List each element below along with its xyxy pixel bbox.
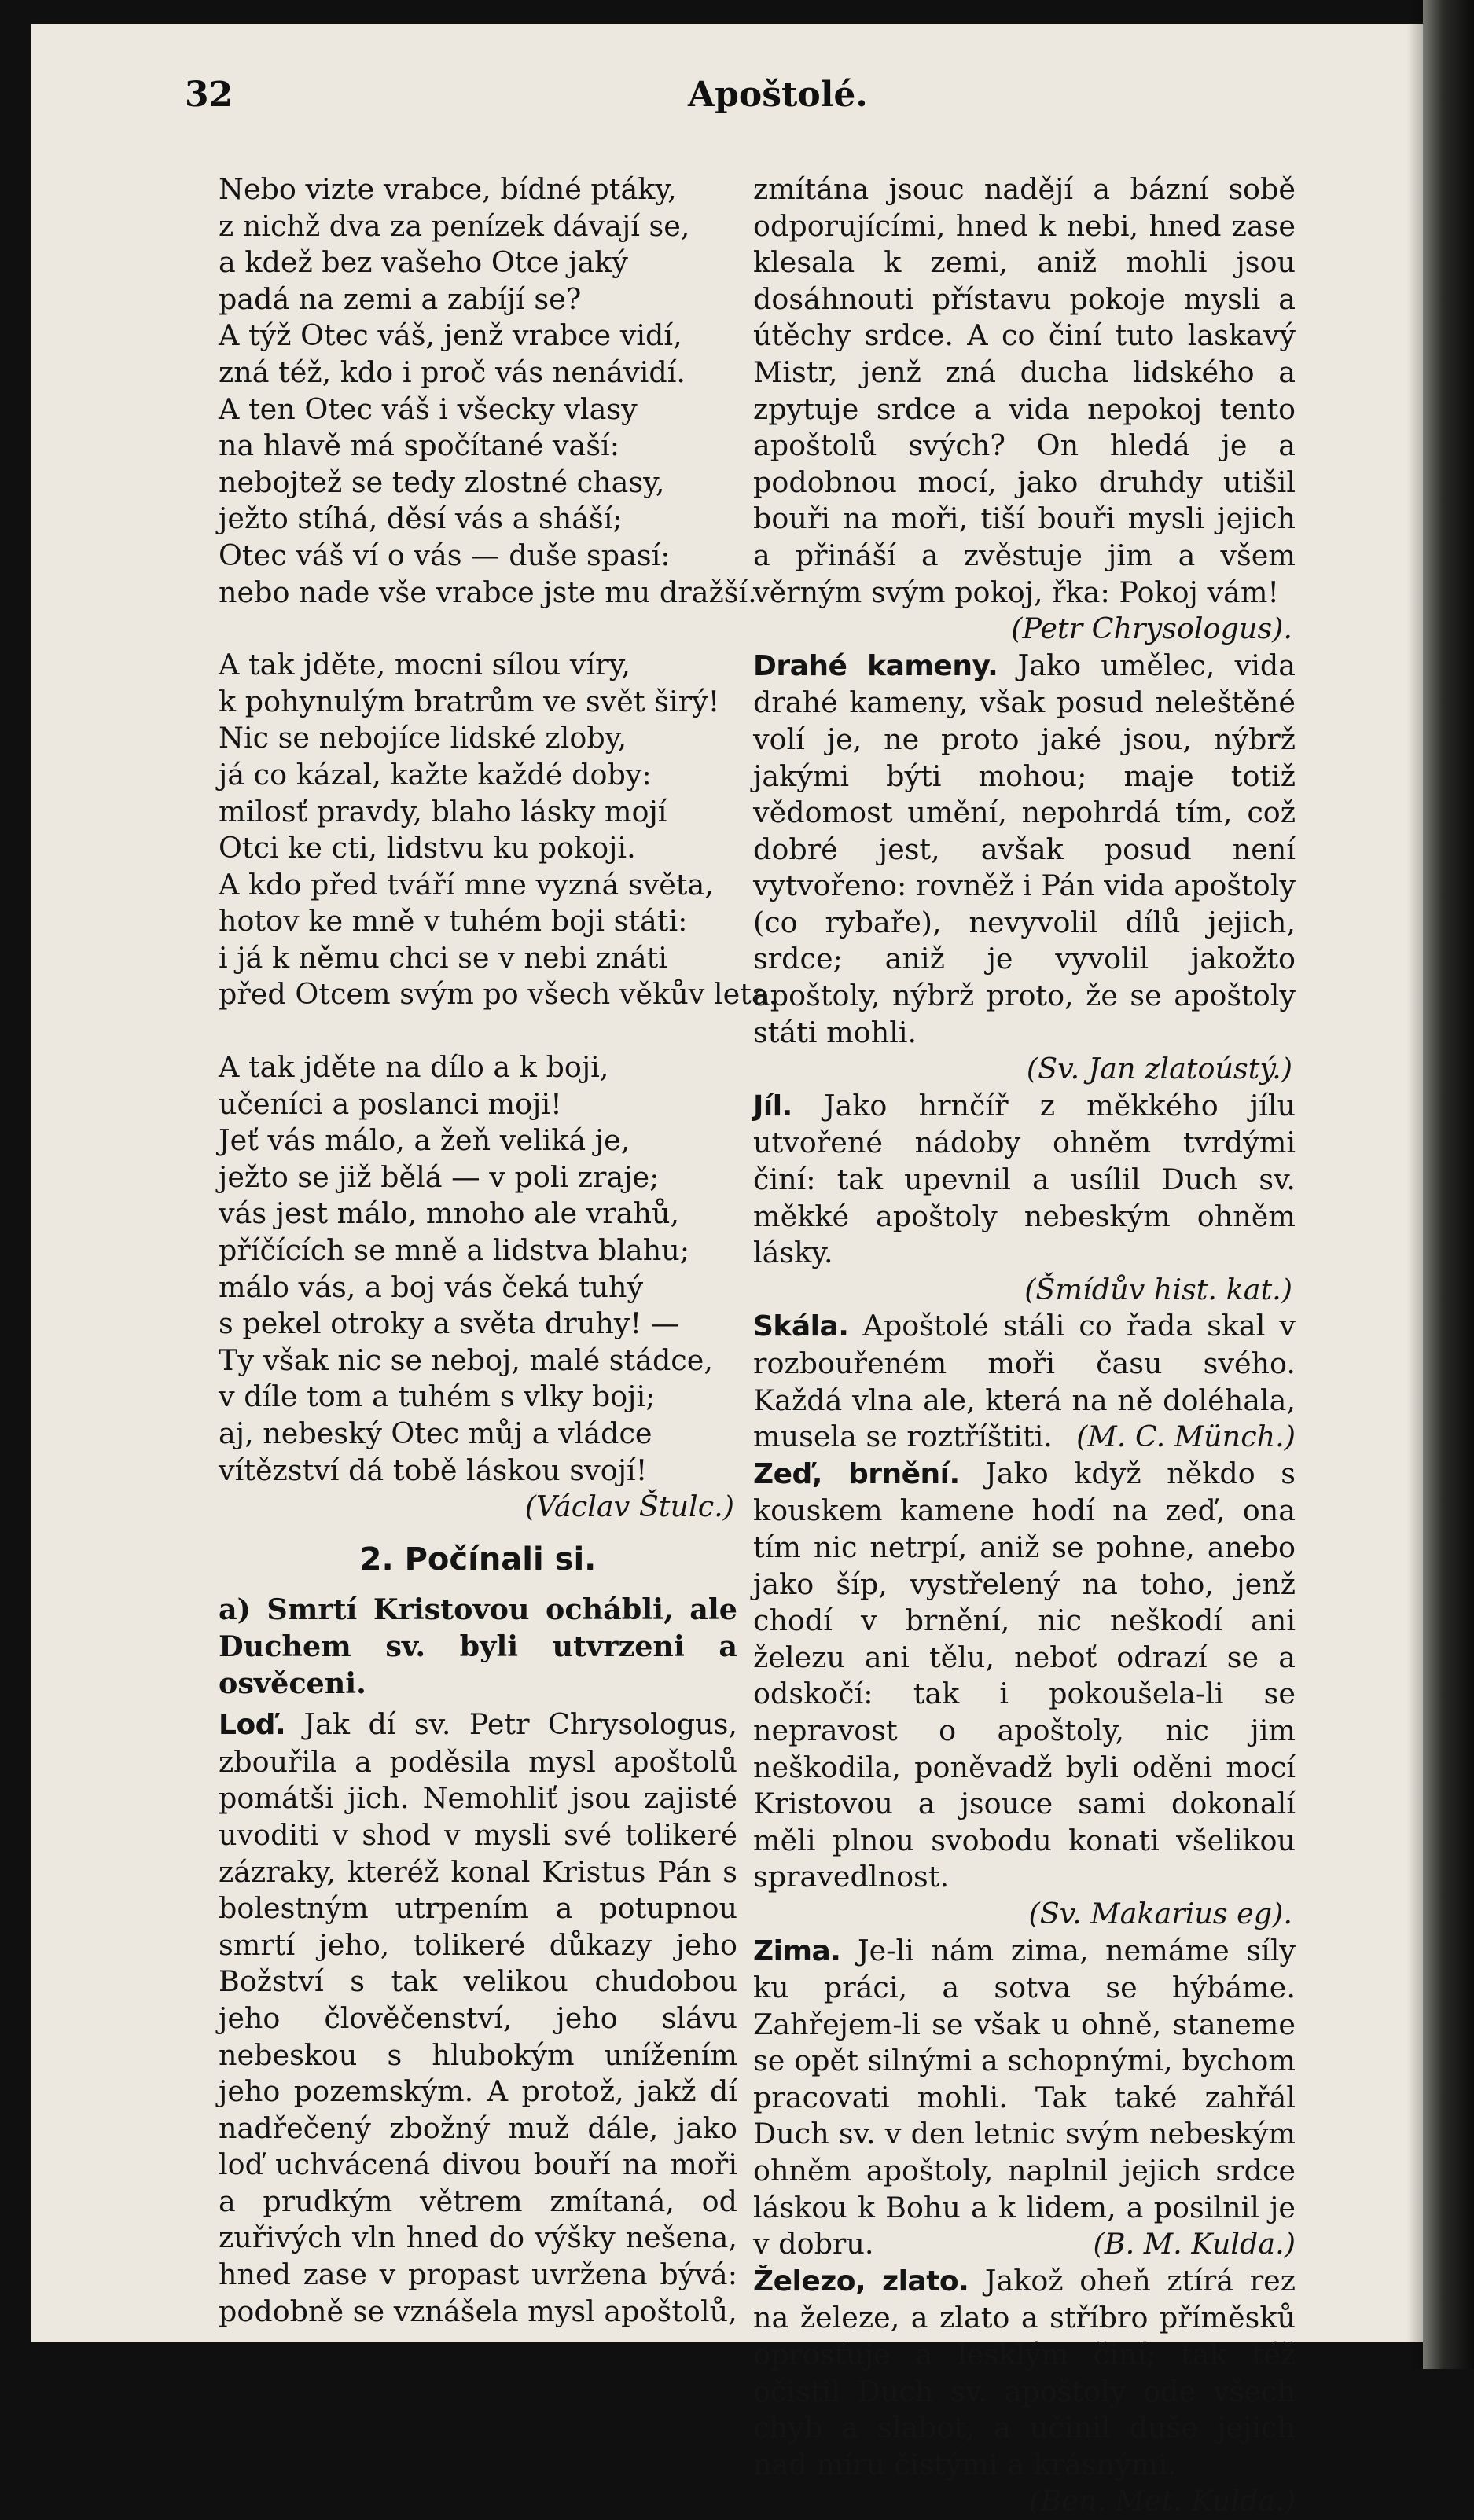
entries-list <box>753 648 1296 2520</box>
poem-line: a kdež bez vašeho Otce jaký <box>219 245 628 280</box>
poem-line: A kdo před tváří mne vyzná světa, <box>219 867 714 902</box>
poem-stanza <box>219 647 778 1013</box>
entry-lod <box>219 1706 737 2330</box>
poem-line: příčících se mně a lidstva blahu; <box>219 1233 690 1268</box>
poem-line: nebo nade vše vrabce jste mu dražší. <box>219 575 757 609</box>
poem-line: nebojtež se tedy zlostné chasy, <box>219 465 665 499</box>
entry-text: Jak dí sv. Petr Chrysologus, zbouřila a poděsila mysl apoštolů pomátši jich. Nemohliť jsou zajisté uvoditi v shod v mysli své tolikeré zázraky, kteréž konal Kristus Pán s bolestným utrpením a potupnou smrtí jeho, tolikeré důkazy jeho Božství s tak velikou chudobou jeho člověčenství, jeho slávu nebeskou s hlubokým unížením jeho pozemským. A protož, jakž dí nadřečený zbožný muž dále, jako loď uchvácená divou bouří na moři a prudkým větrem zmítaná, od zuřivých vln hned do výšky nešena, hned zase v propast uvržena bývá: podobně se vznášela mysl apoštolů, <box>219 1707 737 2328</box>
entry-text: Jakož oheň ztírá rez na železe, a zlato a stříbro příměsků oprosťuje a lesklým činí; tak též očistil Duch sv. apoštoly ode všech chyb a slabot, a učinil duše jejich nad míru čistými a krásnými. <box>753 2263 1296 2481</box>
entry-keyword: Železo, zlato. <box>753 2265 969 2298</box>
entry <box>753 1308 1296 1455</box>
entry-text: Jako hrnčíř z měkkého jílu utvořené nádoby ohněm tvrdými činí: tak upevnil a usílil Duch sv. měkké apoštoly nebeským ohněm lásky. <box>753 1088 1296 1270</box>
entry-keyword: Zima. <box>753 1934 841 1967</box>
poem-line: já co kázal, kažte každé doby: <box>219 757 652 792</box>
entry-keyword: Skála. <box>753 1310 849 1343</box>
entry-source: (Ben. Met. Kulda.) <box>1029 2484 1296 2518</box>
running-title: Apoštolé. <box>688 75 868 115</box>
poem-stanza <box>219 171 757 611</box>
entry <box>753 1933 1296 2263</box>
poem-line: vítězství dá tobě láskou svojí! <box>219 1453 648 1487</box>
right-column <box>753 171 1296 2520</box>
entry-source: (Šmídův hist. kat.) <box>1024 1272 1292 1306</box>
poem-line: hotov ke mně v tuhém boji státi: <box>219 904 688 939</box>
poem-line: aj, nebeský Otec můj a vládce <box>219 1416 652 1450</box>
poem-line: A tak jděte, mocni sílou víry, <box>219 648 630 682</box>
entry-keyword: Jíl. <box>753 1089 792 1122</box>
poem-line: padá na zemi a zabíjí se? <box>219 281 582 316</box>
entry-text: Apoštolé stáli co řada skal v rozbouřeném moři času svého. Každá vlna ale, která na ně doléhala, musela se roztříštiti. <box>753 1309 1296 1454</box>
poem-line: s pekel otroky a světa druhy! — <box>219 1306 680 1341</box>
poem-line: málo vás, a boj vás čeká tuhý <box>219 1269 644 1304</box>
entry <box>753 1088 1296 1272</box>
page-number: 32 <box>185 75 233 115</box>
entry <box>753 648 1296 1052</box>
poem-line: Ty však nic se neboj, malé stádce, <box>219 1343 713 1377</box>
poem-line: ježto se již bělá — v poli zraje; <box>219 1159 660 1194</box>
poem-line: A týž Otec váš, jenž vrabce vidí, <box>219 318 682 353</box>
poem-line: Jeť vás málo, a žeň veliká je, <box>219 1123 630 1158</box>
poem-stanza <box>219 1049 737 1489</box>
entry-source: (M. C. Münch.) <box>1076 1420 1296 1454</box>
poem-line: i já k němu chci se v nebi znáti <box>219 940 667 975</box>
entry-source: (B. M. Kulda.) <box>1093 2227 1296 2261</box>
poem-author: (Václav Štulc.) <box>524 1490 734 1524</box>
page-edge <box>1423 0 1474 2369</box>
poem-line: A tak jděte na dílo a k boji, <box>219 1050 609 1085</box>
entry-text: Jako když někdo s kouskem kamene hodí na zeď, ona tím nic netrpí, aniž se pohne, anebo jako šíp, vystřelený na toho, jenž chodí v brnění, nic neškodí ani železu ani tělu, neboť odrazí se a odskočí: tak i pokoušela-li se nepravost o apoštoly, nic jim neškodila, poněvadž byli oděni mocí Kristovou a jsouce sami dokonalí měli plnou svobodu konati všelikou spravedlnost. <box>753 1456 1296 1894</box>
entry-source: (Petr Chrysologus). <box>1011 612 1292 646</box>
entry-lod-continued: zmítána jsouc nadějí a bázní sobě odporujícími, hned k nebi, hned zase klesala k zemi, aniž mohli jsou dosáhnouti přístavu pokoje mysli a útěchy srdce. A co činí tuto laskavý Mistr, jenž zná ducha lidského a zpytuje srdce a vida nepokoj tento apoštolů svých? On hledá je a podobnou mocí, jako druhdy utišil bouři na moři, tiší bouři mysli jejich a přináší a zvěstuje jim a všem věrným svým pokoj, řka: Pokoj vám! <box>753 172 1296 609</box>
subsection-title: a) Smrtí Kristovou ochábli, ale Duchem sv. byli utvrzeni a osvěceni. <box>219 1592 737 1700</box>
entry-keyword: Drahé kameny. <box>753 649 998 682</box>
poem-line: na hlavě má spočítané vaší: <box>219 428 620 463</box>
poem-line: před Otcem svým po všech věkův leta. <box>219 977 778 1012</box>
poem-line: Otec váš ví o vás — duše spasí: <box>219 538 671 572</box>
section-title: 2. Počínali si. <box>359 1541 597 1578</box>
entry-text: Je-li nám zima, nemáme síly ku práci, a sotva se hýbáme. Zahřejem-li se však u ohně, staneme se opět silnými a schopnými, bychom pracovati mohli. Tak také zahřál Duch sv. v den letnic svým nebeským ohněm apoštoly, naplnil jejich srdce láskou k Bohu a k lidem, a posilnil je v dobru. <box>753 1933 1296 2261</box>
poem-line: Otci ke cti, lidstvu ku pokoji. <box>219 831 636 865</box>
poem-line: k pohynulým bratrům ve svět širý! <box>219 684 720 718</box>
poem-line: Nebo vizte vrabce, bídné ptáky, <box>219 172 677 206</box>
entry-source: (Sv. Jan zlatoústý.) <box>1026 1052 1292 1086</box>
poem-line: učeníci a poslanci moji! <box>219 1086 562 1121</box>
poem-line: A ten Otec váš i všecky vlasy <box>219 391 638 426</box>
entry <box>753 2263 1296 2518</box>
poem-line: z nichž dva za penízek dávají se, <box>219 208 690 243</box>
poem-line: ježto stíhá, děsí vás a sháší; <box>219 501 623 536</box>
entry-keyword: Zeď, brnění. <box>753 1457 960 1490</box>
poem-line: zná též, kdo i proč vás nenávidí. <box>219 354 686 389</box>
entry <box>753 1456 1296 1896</box>
running-header <box>185 75 1348 122</box>
poem-line: v díle tom a tuhém s vlky boji; <box>219 1379 656 1414</box>
entry-keyword: Loď. <box>219 1709 286 1742</box>
entry-text: Jako umělec, vida drahé kameny, však posud neleštěné volí je, ne proto jaké jsou, nýbrž jakými býti mohou; maje totiž vědomost umění, nepohrdá tím, což dobré jest, avšak posud není vytvořeno: rovněž i Pán vida apoštoly (co rybaře), nevyvolil dílů jejich, srdce; aniž je vyvolil jakožto apoštoly, nýbrž proto, že se apoštoly státi mohli. <box>753 648 1296 1049</box>
poem-line: vás jest málo, mnoho ale vrahů, <box>219 1196 680 1231</box>
poem-line: Nic se nebojíce lidské zloby, <box>219 721 627 755</box>
entry-source: (Sv. Makarius eg). <box>1028 1896 1292 1930</box>
poem-line: milosť pravdy, blaho lásky mojí <box>219 794 667 828</box>
